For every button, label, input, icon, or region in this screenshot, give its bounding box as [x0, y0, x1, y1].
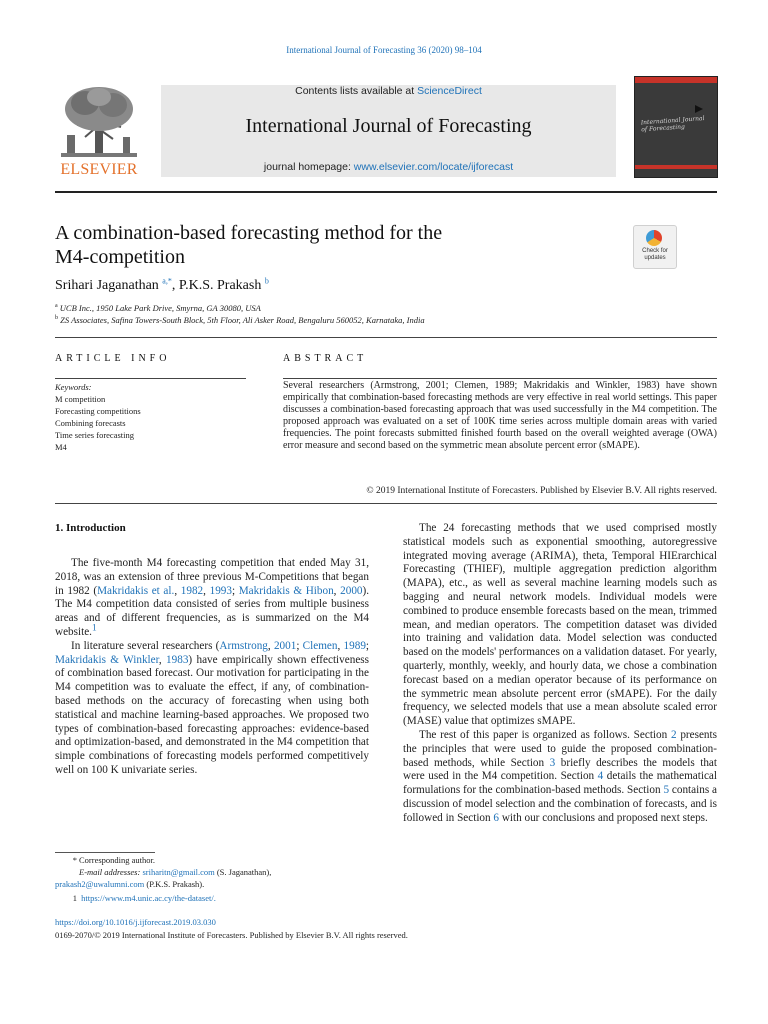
email-link[interactable]: prakash2@uwalumni.com	[55, 879, 145, 889]
citation-link[interactable]: 2001	[273, 639, 297, 652]
section-link[interactable]: 2	[670, 728, 677, 741]
article-info-rule	[55, 378, 246, 379]
affiliation-a	[55, 303, 261, 313]
section-link[interactable]: 5	[663, 784, 670, 797]
intro-paragraph-4: The rest of this paper is organized as follows. Section 2 presents the principles that were used to guide the proposed combination-based methods, while Section 3 briefly describes the models that were used in the M4 competition. Section 4 details the mathematical formulations for the combination-based methods. Section 5 contains a discussion of model selection and the combination of forecasts, and is followed in Section 6 with our conclusions and proposed next steps.	[403, 728, 717, 824]
affiliation-label: b	[55, 315, 58, 322]
author-name: P.K.S. Prakash	[178, 278, 262, 293]
intro-paragraph-2: In literature several researchers (Armstrong, 2001; Clemen, 1989; Makridakis & Winkler, 1983) have empirically shown effectiveness of combination based forecast. Our motivation for participating in the M4 competition was to evaluate the effect, if any, of combination-based methods on the accuracy of forecasting when using both statistical and machine learning-based approaches. We proposed two types of combination-based forecasting approaches: evidence-based and optimization-based, and demonstrated in the M4 competition that simple combinations of forecasting models performed competitively well on 100 K univariate series.	[55, 639, 370, 776]
sciencedirect-link[interactable]: ScienceDirect	[417, 85, 482, 97]
affiliation-text: ZS Associates, Safina Towers-South Block, 5th Floor, Ali Asker Road, Bengaluru 560052, Karnataka, India	[60, 315, 425, 325]
citation-link[interactable]: Clemen	[302, 639, 338, 652]
intro-right-column	[403, 522, 717, 826]
section-link[interactable]: 6	[493, 811, 500, 824]
citation-link[interactable]: 1989	[343, 639, 366, 652]
elsevier-wordmark: ELSEVIER	[60, 161, 138, 178]
issn-copyright: 0169-2070/© 2019 International Institute of Forecasters. Published by Elsevier B.V. All rights reserved.	[55, 930, 408, 940]
journal-masthead	[161, 85, 616, 177]
homepage-prefix: journal homepage:	[263, 161, 354, 173]
tree-of-knowledge-icon	[55, 85, 143, 159]
footnote-emails-cont: prakash2@uwalumni.com (P.K.S. Prakash).	[55, 879, 205, 889]
check-updates-label: Check for updates	[642, 248, 668, 261]
citation-link[interactable]: 1982	[180, 584, 204, 597]
journal-homepage-line	[161, 161, 616, 173]
abstract-rule	[283, 378, 717, 379]
email-link[interactable]: sriharitn@gmail.com	[142, 867, 215, 877]
cover-bottom-bar	[635, 165, 717, 169]
check-updates-icon	[646, 230, 662, 246]
footnote-corresponding: * Corresponding author.	[55, 854, 375, 866]
keyword-item: Forecasting competitions	[55, 406, 141, 416]
doi-link[interactable]: https://doi.org/10.1016/j.ijforecast.2019.03.030	[55, 917, 216, 927]
dataset-url-link[interactable]: https://www.m4.unic.ac.cy/the-dataset/.	[81, 893, 216, 903]
author-affiliation-link[interactable]: a,*	[162, 276, 172, 286]
article-title-line-1: A combination-based forecasting method for the	[55, 222, 443, 244]
author-separator: ,	[171, 278, 179, 293]
cover-top-bar	[635, 77, 717, 83]
keywords-label: Keywords:	[55, 382, 92, 392]
intro-paragraph-3: The 24 forecasting methods that we used comprised mostly statistical models such as exponential smoothing, autoregressive integrated moving average (ARIMA), theta, Temporal HIErarchical Forecasting (THIEF), multiple aggregation prediction algorithm (MAPA), etc., as well as several machine learning models such as bagging and neural network models. Individual models were combined to produce ensemble forecasts based on the mean, trimmed mean, and median operators. The competition dataset was divided into training and validation data. Model selection was conducted based on the models' performances on a validation dataset. For yearly, quarterly, monthly, weekly, and hourly data, we chose a combination forecast based on a median operator because of its performance on the symmetric mean absolute percent error (sMAPE). For the daily frequency, we selected models that use a mean absolute scaled error (MASE) value that optimizes sMAPE.	[403, 522, 717, 728]
contents-prefix: Contents lists available at	[295, 85, 418, 97]
citation-link[interactable]: 2000	[340, 584, 363, 597]
citation-link[interactable]: Makridakis & Hibon	[238, 584, 334, 597]
citation-link[interactable]: Makridakis et al.	[97, 584, 175, 597]
footnote-link[interactable]: 1	[91, 623, 97, 634]
footnote-1	[55, 892, 375, 904]
section-heading-introduction: 1. Introduction	[55, 522, 126, 534]
abstract-text: Several researchers (Armstrong, 2001; Clemen, 1989; Makridakis and Winkler, 1983) have shown empirically that combination-based forecasting methods are very effective in real world settings. This paper discusses a combination-based forecasting approach that was used successfully in the M4 competition. The proposed approach was evaluated on a set of 100K time series across multiple domain areas with varied frequencies. The point forecasts submitted finished fourth based on the overall weighted average (OWA) error measure and second based on the symmetric mean absolute percent error (sMAPE).	[283, 380, 717, 452]
keyword-item: Combining forecasts	[55, 418, 126, 428]
footnote-label: *	[72, 855, 77, 865]
author-list	[55, 278, 269, 294]
contents-line	[161, 85, 616, 97]
cover-arrow-icon	[695, 105, 703, 113]
citation-link[interactable]: Makridakis & Winkler	[55, 653, 159, 666]
article-title	[55, 221, 595, 269]
author-name: Srihari Jaganathan	[55, 278, 159, 293]
affiliation-b	[55, 315, 425, 325]
citation-link[interactable]: 1983	[166, 653, 189, 666]
header-rule	[55, 191, 717, 193]
check-for-updates-button[interactable]	[633, 225, 677, 269]
citation-link[interactable]: Armstrong	[219, 639, 268, 652]
section-link[interactable]: 4	[597, 770, 604, 783]
cover-title: International Journal of Forecasting	[640, 115, 705, 134]
article-info-heading: ARTICLE INFO	[55, 353, 171, 364]
footnote-emails: E-mail addresses: sriharitn@gmail.com (S. Jaganathan),	[79, 867, 272, 877]
section-link[interactable]: 3	[549, 756, 556, 769]
affiliation-text: UCB Inc., 1950 Lake Park Drive, Smyrna, GA 30080, USA	[59, 303, 261, 313]
abstract-bottom-rule	[55, 503, 717, 504]
author-affiliation-link[interactable]: b	[264, 276, 269, 286]
citation-link[interactable]: 1993	[209, 584, 232, 597]
affiliation-label: a	[55, 303, 58, 310]
journal-name: International Journal of Forecasting	[245, 115, 532, 137]
abstract-copyright: © 2019 International Institute of Forecasters. Published by Elsevier B.V. All rights reserved.	[366, 486, 717, 496]
journal-reference-link[interactable]: International Journal of Forecasting 36 (2020) 98–104	[286, 45, 482, 55]
keyword-item: M4	[55, 442, 67, 452]
abstract-heading: ABSTRACT	[283, 353, 368, 364]
elsevier-logo	[55, 85, 143, 179]
footnote-rule	[55, 852, 155, 853]
footnote-label: 1	[72, 893, 77, 903]
journal-cover-image[interactable]	[634, 76, 718, 178]
keyword-item: Time series forecasting	[55, 430, 135, 440]
journal-homepage-link[interactable]: www.elsevier.com/locate/ijforecast	[353, 161, 514, 173]
intro-left-column	[55, 557, 369, 778]
keyword-item: M competition	[55, 394, 106, 404]
affiliation-rule	[55, 337, 717, 338]
intro-paragraph-1: The five-month M4 forecasting competition that ended May 31, 2018, was an extension of three previous M-Competitions that began in 1982 (Makridakis et al., 1982, 1993; Makridakis & Hibon, 2000). The M4 competition data consisted of series from multiple business areas and of different frequencies, as is summarized on the M4 website.$^1$	[55, 557, 370, 638]
article-title-line-2: M4-competition	[55, 246, 185, 268]
